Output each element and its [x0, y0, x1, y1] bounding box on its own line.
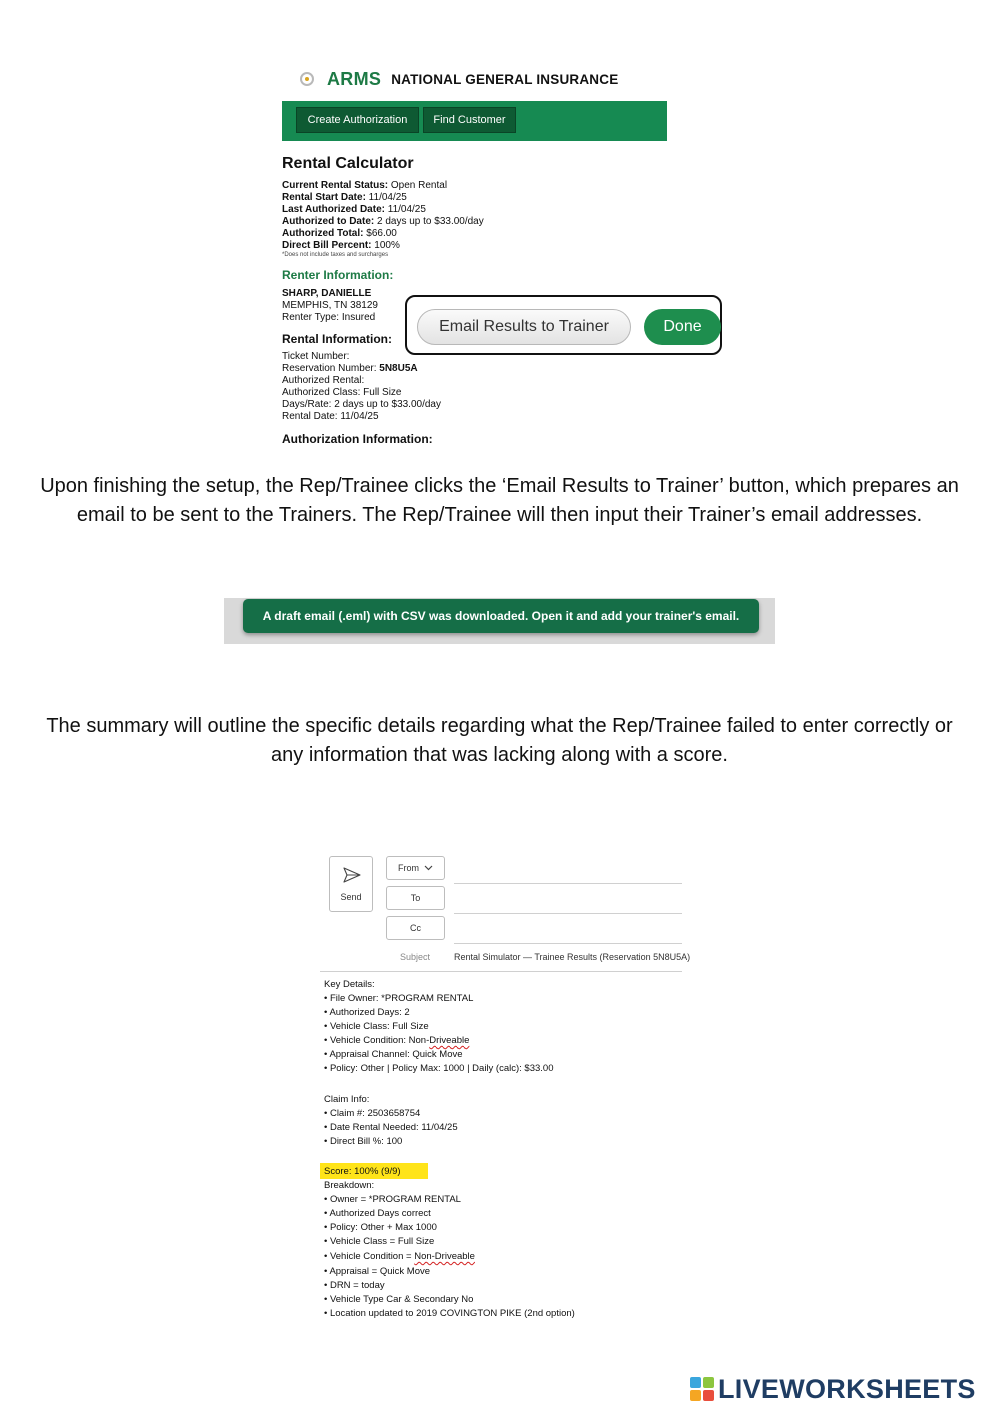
from-field-line — [454, 883, 682, 884]
to-button[interactable]: To — [386, 886, 445, 910]
breakdown-item: • Policy: Other + Max 1000 — [324, 1222, 437, 1233]
key-detail-item: • Vehicle Class: Full Size — [324, 1021, 429, 1032]
renter-type: Renter Type: Insured — [282, 312, 376, 323]
renter-location: MEMPHIS, TN 38129 — [282, 300, 378, 311]
toast-screenshot — [224, 598, 775, 644]
subject-label: Subject — [400, 952, 431, 962]
logo-grid-icon — [690, 1377, 714, 1401]
chevron-down-icon — [424, 865, 433, 871]
status-direct-bill — [282, 240, 400, 252]
results-popup — [405, 295, 722, 355]
spellcheck-word: Driveable — [429, 1035, 470, 1046]
header-divider — [320, 971, 682, 972]
arms-brand — [300, 69, 618, 89]
status-value: $66.00 — [363, 228, 397, 239]
description-paragraph-1: Upon finishing the setup, the Rep/Trainee clicks the ‘Email Results to Trainer’ button, which prepares an email to be sent to the Trainers. The Rep/Trainee will then input their Trainer’s email addresses. — [40, 475, 959, 526]
status-value: 11/04/25 — [365, 192, 407, 203]
status-last-authorized — [282, 204, 426, 216]
status-authorized-total — [282, 228, 397, 240]
status-value: 100% — [371, 240, 400, 251]
create-authorization-button[interactable]: Create Authorization — [296, 107, 419, 133]
score-text: Score: 100% (9/9) — [324, 1166, 401, 1177]
status-current — [282, 180, 447, 192]
claim-info-item: • Direct Bill %: 100 — [324, 1136, 403, 1147]
breakdown-heading: Breakdown: — [324, 1180, 375, 1191]
cc-field[interactable] — [454, 943, 682, 944]
breakdown-item: • Appraisal = Quick Move — [324, 1266, 431, 1277]
nav-bar — [282, 101, 667, 141]
claim-info-heading: Claim Info: — [324, 1094, 370, 1105]
find-customer-button[interactable]: Find Customer — [423, 107, 516, 133]
status-label: Current Rental Status: — [282, 180, 389, 191]
authorized-rental: Authorized Rental: — [282, 375, 365, 386]
claim-info-item: • Claim #: 2503658754 — [324, 1108, 421, 1119]
rental-calculator-screenshot — [280, 60, 730, 455]
brand-subtitle: NATIONAL GENERAL INSURANCE — [391, 71, 619, 87]
key-detail-item: • Policy: Other | Policy Max: 1000 | Daily (calc): $33.00 — [324, 1063, 554, 1074]
send-button[interactable] — [329, 856, 373, 912]
seal-icon — [300, 72, 314, 86]
breakdown-item: • Vehicle Class = Full Size — [324, 1236, 435, 1247]
brand-name: ARMS — [327, 68, 382, 89]
spellcheck-word: Non-Driveable — [414, 1251, 475, 1262]
authorized-class: Authorized Class: Full Size — [282, 387, 402, 398]
send-label: Send — [340, 892, 362, 902]
from-button[interactable] — [386, 856, 445, 880]
from-label: From — [398, 863, 419, 873]
reservation-value: 5N8U5A — [379, 363, 418, 374]
status-start-date — [282, 192, 407, 204]
download-toast: A draft email (.eml) with CSV was downloaded. Open it and add your trainer's email. — [243, 599, 759, 633]
breakdown-item: • Owner = *PROGRAM RENTAL — [324, 1194, 461, 1205]
status-label: Authorized to Date: — [282, 216, 375, 227]
days-rate: Days/Rate: 2 days up to $33.00/day — [282, 399, 441, 410]
status-authorized-to-date — [282, 216, 484, 228]
rental-heading: Rental Information: — [282, 332, 392, 346]
breakdown-item: • Location updated to 2019 COVINGTON PIKE (2nd option) — [324, 1308, 575, 1319]
key-detail-item: • Authorized Days: 2 — [324, 1007, 410, 1018]
claim-info-item: • Date Rental Needed: 11/04/25 — [324, 1122, 458, 1133]
description-paragraph-2: The summary will outline the specific details regarding what the Rep/Trainee failed to enter correctly or any information that was lacking along with a score. — [46, 715, 953, 766]
logo-text: LIVEWORKSHEETS — [718, 1373, 976, 1404]
page-title: Rental Calculator — [282, 155, 414, 172]
status-label: Rental Start Date: — [282, 192, 366, 203]
subject-field[interactable]: Rental Simulator — Trainee Results (Reservation 5N8U5A) — [454, 952, 691, 962]
send-icon — [343, 867, 361, 883]
email-results-button[interactable]: Email Results to Trainer — [417, 309, 631, 345]
liveworksheets-logo — [690, 1373, 976, 1405]
key-detail-item: • File Owner: *PROGRAM RENTAL — [324, 993, 474, 1004]
breakdown-item: • DRN = today — [324, 1280, 385, 1291]
to-field[interactable] — [454, 913, 682, 914]
reservation-number — [282, 363, 418, 375]
key-detail-item: • Appraisal Channel: Quick Move — [324, 1049, 463, 1060]
disclaimer: *Does not include taxes and surcharges — [282, 252, 389, 258]
breakdown-item: • Authorized Days correct — [324, 1208, 431, 1219]
renter-heading: Renter Information: — [282, 268, 394, 282]
email-compose-screenshot — [320, 850, 690, 1330]
status-value: Open Rental — [388, 180, 448, 191]
authorization-heading: Authorization Information: — [282, 432, 433, 446]
done-button[interactable]: Done — [644, 309, 721, 345]
status-value: 2 days up to $33.00/day — [374, 216, 484, 227]
status-label: Last Authorized Date: — [282, 204, 385, 215]
status-value: 11/04/25 — [384, 204, 426, 215]
rental-date: Rental Date: 11/04/25 — [282, 411, 379, 422]
key-details-heading: Key Details: — [324, 979, 375, 990]
cc-button[interactable]: Cc — [386, 916, 445, 940]
status-label: Authorized Total: — [282, 228, 364, 239]
renter-name: SHARP, DANIELLE — [282, 288, 372, 299]
breakdown-item: • Vehicle Type Car & Secondary No — [324, 1294, 474, 1305]
ticket-number: Ticket Number: — [282, 351, 350, 362]
breakdown-item: • Vehicle Condition = Non-Driveable — [324, 1251, 475, 1262]
reservation-label: Reservation Number: — [282, 363, 380, 374]
status-label: Direct Bill Percent: — [282, 240, 372, 251]
key-detail-item: • Vehicle Condition: Non-Driveable — [324, 1035, 470, 1046]
